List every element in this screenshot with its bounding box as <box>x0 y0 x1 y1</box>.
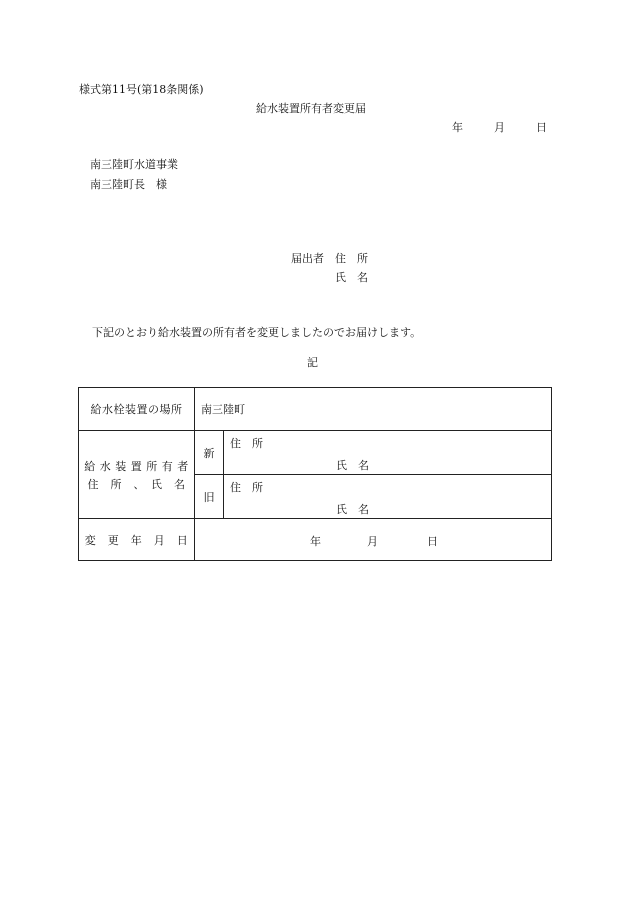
change-day-label: 日 <box>427 534 438 548</box>
old-name-label: 氏 名 <box>336 503 369 516</box>
old-address-label: 住 所 <box>230 481 263 494</box>
ki-heading: 記 <box>307 356 318 369</box>
owner-label-line1: 給 水 装 置 所 有 者 <box>84 459 189 473</box>
table-row-location <box>79 388 552 431</box>
new-name-label: 氏 名 <box>336 459 369 472</box>
owner-label-line2: 住 所 、 氏 名 <box>87 477 186 491</box>
applicant-address-label: 住 所 <box>335 252 368 265</box>
new-address-label: 住 所 <box>230 437 263 450</box>
statement-text: 下記のとおり給水装置の所有者を変更しましたのでお届けします。 <box>92 326 422 339</box>
old-owner-cell <box>224 475 552 519</box>
table-row-change-date <box>79 519 552 561</box>
document-title: 給水装置所有者変更届 <box>256 102 366 115</box>
new-owner-cell <box>224 431 552 475</box>
table-row-new-owner <box>79 431 552 475</box>
change-month-label: 月 <box>367 534 378 548</box>
date-year-label: 年 <box>452 121 463 134</box>
old-label: 旧 <box>195 475 224 519</box>
new-label: 新 <box>195 431 224 475</box>
date-day-label: 日 <box>536 121 547 134</box>
location-value: 南三陸町 <box>195 388 552 431</box>
addressee-organization: 南三陸町水道事業 <box>90 158 178 171</box>
form-number: 様式第11号(第18条関係) <box>79 83 204 96</box>
date-line <box>452 119 547 135</box>
applicant-label: 届出者 <box>291 252 324 265</box>
addressee-mayor: 南三陸町長 様 <box>90 178 167 191</box>
change-date-label: 変 更 年 月 日 <box>79 519 195 561</box>
location-label: 給水栓装置の場所 <box>79 388 195 431</box>
change-year-label: 年 <box>310 534 321 548</box>
date-month-label: 月 <box>494 121 505 134</box>
owner-label <box>79 431 195 519</box>
applicant-name-label: 氏 名 <box>335 271 368 284</box>
change-form-table <box>78 387 552 561</box>
change-date-value <box>195 519 552 561</box>
